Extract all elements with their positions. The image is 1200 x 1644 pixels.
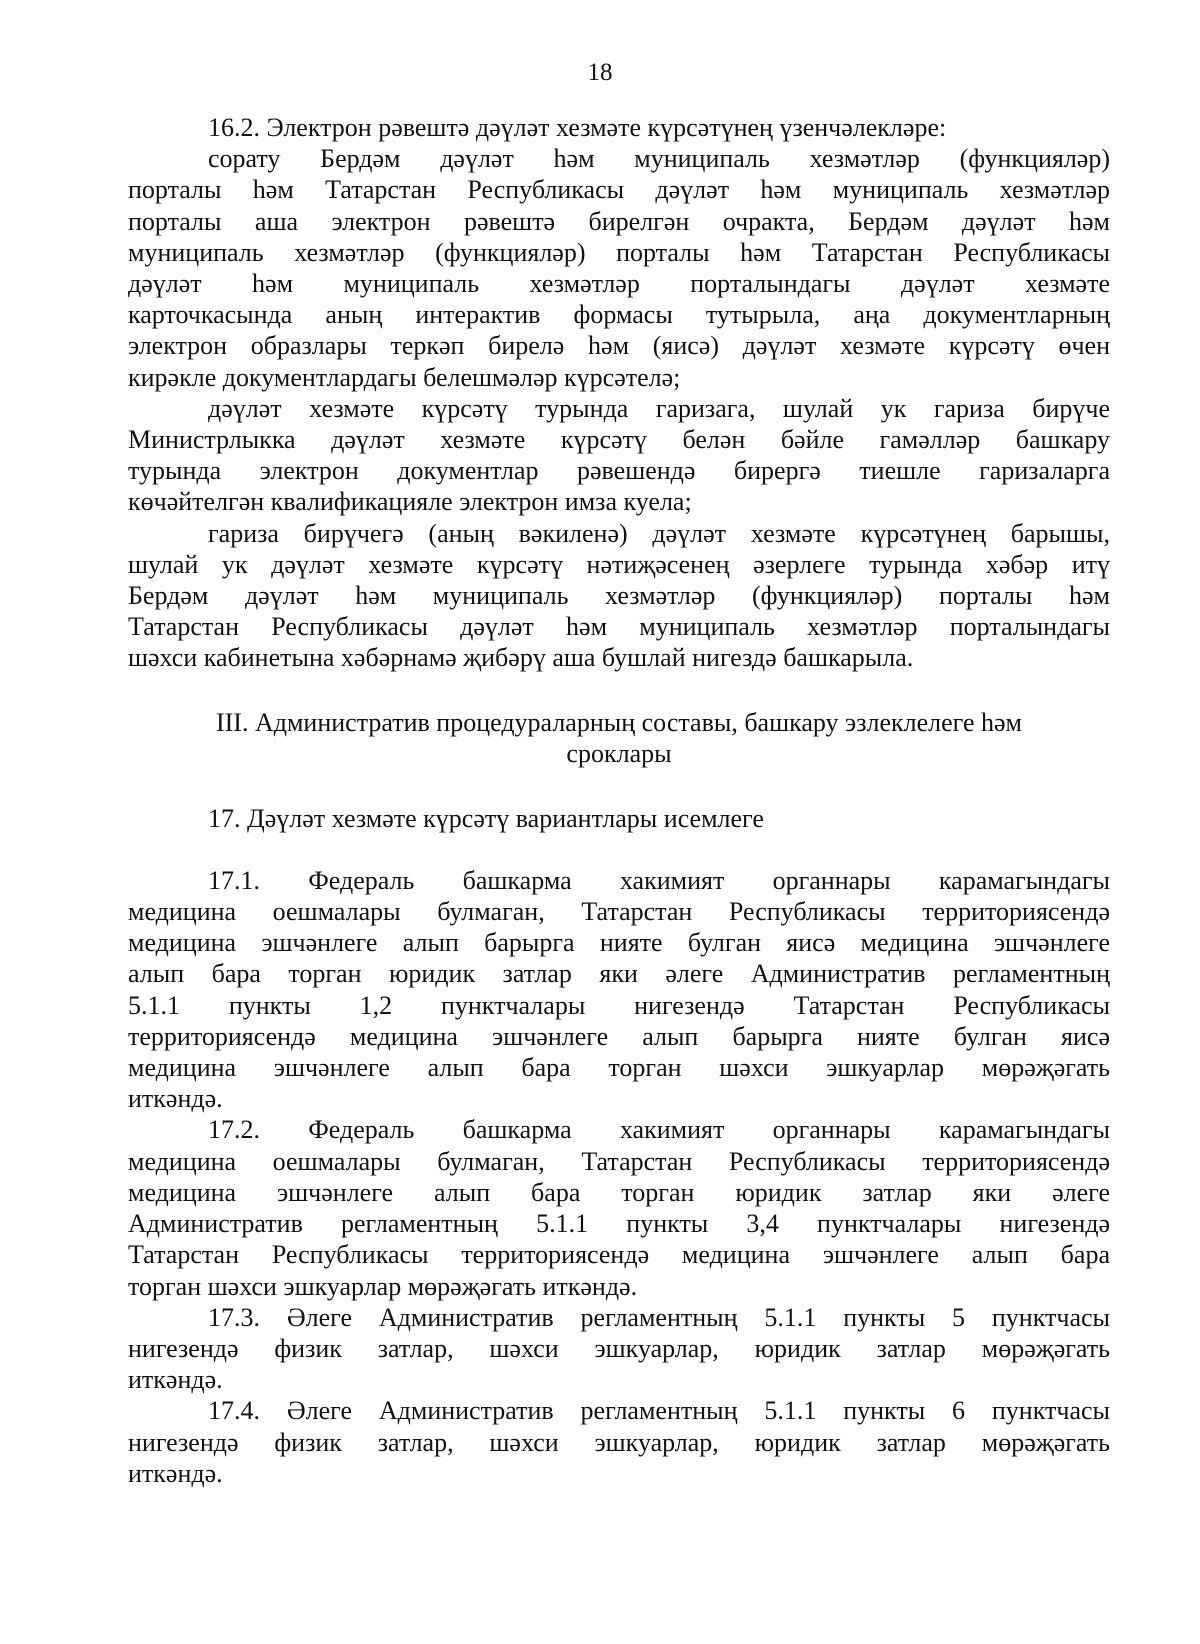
page-number: 18 — [587, 59, 613, 86]
text-line: торган шәхси эшкуарлар мөрәҗәгать иткәндә. — [128, 1271, 638, 1301]
text-line: шәхси кабинетына хәбәрнамә җибәрү аша бушлай нигездә башкарыла. — [128, 643, 914, 673]
subsection-heading-line: 17. Дәүләт хезмәте күрсәтү вариантлары исемлеге — [208, 803, 764, 833]
text-line: электрон образлары теркәп бирелә һәм (яисә) дәүләт хезмәте күрсәтү өчен — [128, 331, 1110, 361]
paragraph-16-2 — [128, 112, 1110, 674]
text-line: иткәндә. — [128, 1458, 223, 1488]
text-line: Административ регламентның 5.1.1 пункты 3,4 пунктчалары нигезендә — [128, 1209, 1110, 1239]
text-line: 17.4. Әлеге Административ регламентның 5.1.1 пункты 6 пунктчасы — [208, 1396, 1110, 1426]
text-line: медицина эшчәнлеге алып бара торган юридик затлар яки әлеге — [128, 1177, 1110, 1207]
paragraph-17-4 — [128, 1395, 1110, 1489]
text-line: нигезендә физик затлар, шәхси эшкуарлар, юридик затлар мөрәҗәгать — [128, 1333, 1110, 1363]
text-line: медицина оешмалары булмаган, Татарстан Республикасы территориясендә — [128, 1146, 1110, 1176]
text-line: гариза бирүчегә (аның вәкиленә) дәүләт хезмәте күрсәтүнең барышы, — [208, 518, 1110, 548]
text-line: 16.2. Электрон рәвештә дәүләт хезмәте күрсәтүнең үзенчәлекләре: — [208, 113, 947, 142]
text-line: турында электрон документлар рәвешендә бирергә тиешле гаризаларга — [128, 456, 1110, 486]
text-line: Татарстан Республикасы дәүләт һәм муниципаль хезмәтләр порталындагы — [128, 612, 1110, 642]
text-line: кирәкле документлардагы белешмәләр күрсәтелә; — [128, 362, 681, 392]
text-line: шулай ук дәүләт хезмәте күрсәтү нәтиҗәсенең әзерлеге турында хәбәр итү — [128, 549, 1110, 579]
paragraph-17-1 — [128, 865, 1110, 1115]
text-line: территориясендә медицина эшчәнлеге алып барырга нияте булган яисә — [128, 1021, 1110, 1051]
text-line: нигезендә физик затлар, шәхси эшкуарлар, юридик затлар мөрәҗәгать — [128, 1427, 1110, 1457]
text-line: 17.3. Әлеге Административ регламентның 5.1.1 пункты 5 пунктчасы — [208, 1302, 1110, 1332]
section-heading-line: сроклары — [566, 739, 672, 769]
text-line: көчәйтелгән квалификацияле электрон имза куела; — [128, 487, 692, 517]
text-line: сорату Бердәм дәүләт һәм муниципаль хезмәтләр (функцияләр) — [208, 144, 1110, 174]
document-content — [128, 112, 1110, 1489]
text-line: 5.1.1 пункты 1,2 пунктчалары нигезендә Татарстан Республикасы — [128, 990, 1110, 1020]
text-line: 17.2. Федераль башкарма хакимият органнары карамагындагы — [208, 1115, 1110, 1145]
paragraph-17-2 — [128, 1114, 1110, 1301]
section-heading-line: III. Административ процедураларның составы, башкару эзлеклелеге һәм — [215, 707, 1023, 737]
paragraph-17-3 — [128, 1302, 1110, 1396]
subsection-heading-17 — [128, 803, 1110, 834]
text-line: Министрлыкка дәүләт хезмәте күрсәтү белән бәйле гамәлләр башкару — [128, 425, 1110, 455]
section-heading-III — [128, 707, 1110, 770]
text-line: Бердәм дәүләт һәм муниципаль хезмәтләр (функцияләр) порталы һәм — [128, 581, 1110, 611]
text-line: иткәндә. — [128, 1365, 223, 1395]
text-line: карточкасында аның интерактив формасы тутырыла, аңа документларның — [128, 300, 1110, 330]
text-line: иткәндә. — [128, 1084, 223, 1114]
text-line: медицина оешмалары булмаган, Татарстан Республикасы территориясендә — [128, 897, 1110, 927]
text-line: порталы аша электрон рәвештә бирелгән очракта, Бердәм дәүләт һәм — [128, 206, 1110, 236]
text-line: 17.1. Федераль башкарма хакимият органнары карамагындагы — [208, 865, 1110, 895]
text-line: муниципаль хезмәтләр (функцияләр) порталы һәм Татарстан Республикасы — [128, 237, 1110, 267]
text-line: порталы һәм Татарстан Республикасы дәүләт һәм муниципаль хезмәтләр — [128, 175, 1110, 205]
text-line: медицина эшчәнлеге алып бара торган шәхси эшкуарлар мөрәҗәгать — [128, 1053, 1110, 1083]
text-line: алып бара торган юридик затлар яки әлеге Административ регламентның — [128, 959, 1110, 989]
text-line: Татарстан Республикасы территориясендә медицина эшчәнлеге алып бара — [128, 1240, 1110, 1270]
text-line: дәүләт хезмәте күрсәтү турында гаризага, шулай ук гариза бирүче — [208, 393, 1110, 423]
text-line: дәүләт һәм муниципаль хезмәтләр порталындагы дәүләт хезмәте — [128, 269, 1110, 299]
text-line: медицина эшчәнлеге алып барырга нияте булган яисә медицина эшчәнлеге — [128, 928, 1110, 958]
